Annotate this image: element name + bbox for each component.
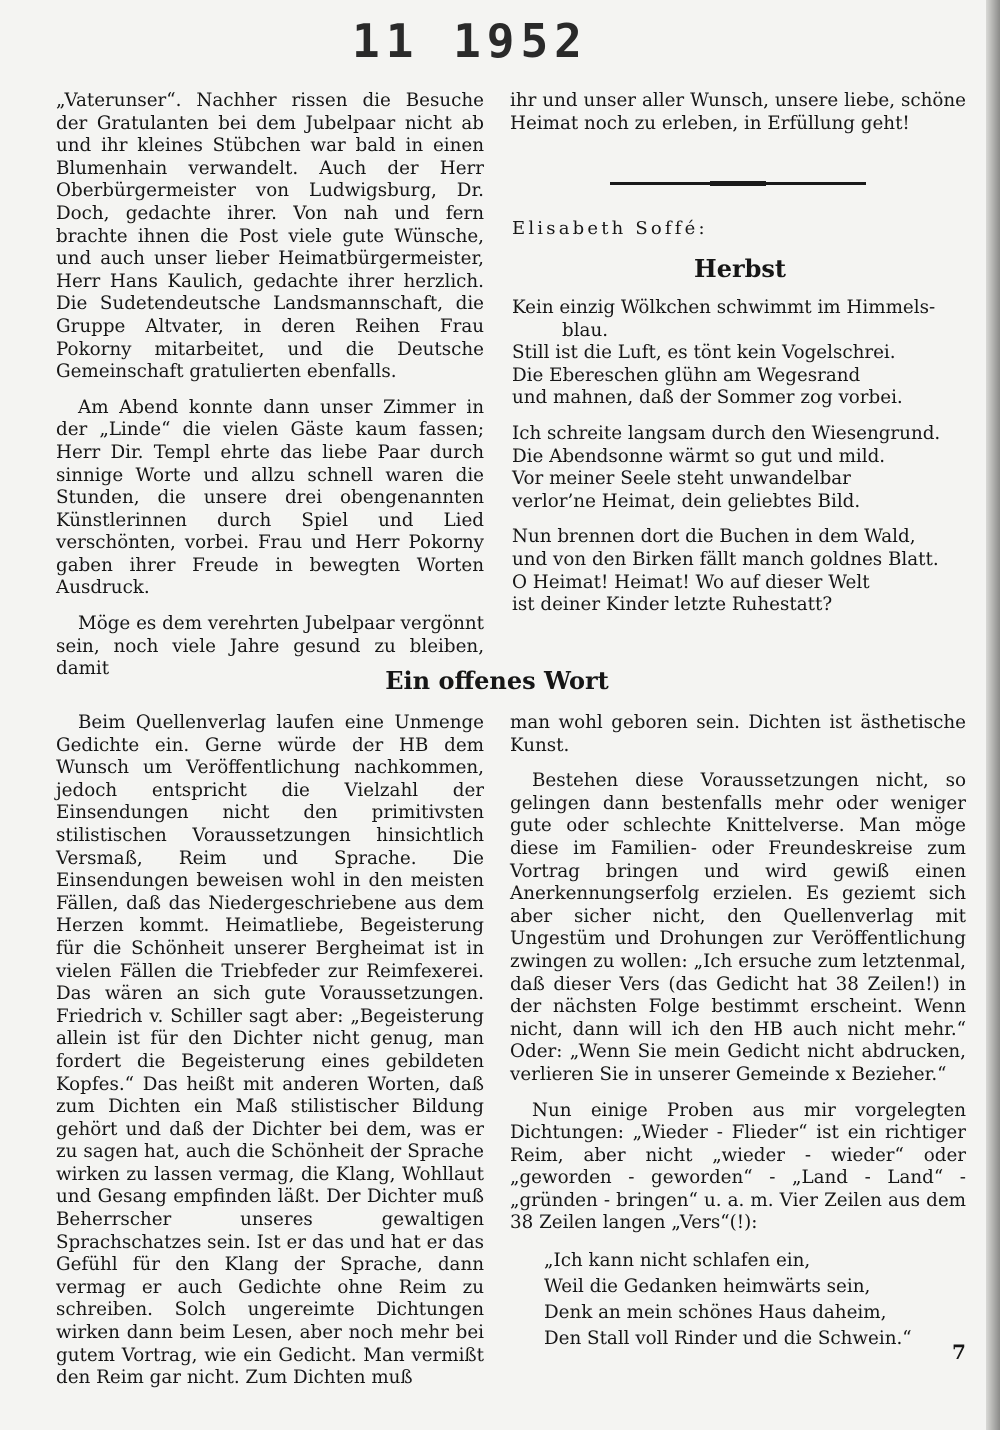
poem-line: und von den Birken fällt manch goldnes Blatt. <box>512 548 939 570</box>
poem-line: O Heimat! Heimat! Wo auf dieser Welt <box>512 571 870 593</box>
section-divider <box>610 182 866 185</box>
quote-line: Denk an mein schönes Haus daheim, <box>544 1302 887 1324</box>
poem-line: Nun brennen dort die Buchen in dem Wald, <box>512 526 916 548</box>
poem-line: Die Ebereschen glühn am Wegesrand <box>512 364 861 386</box>
paragraph: Nun einige Proben aus mir vorgelegten Dichtungen: „Wieder - Flieder“ ist ein richtiger Reim, aber nicht „wieder - wieder“ oder „geworden - geworden“ - „Land - Land“ - „gründen - bringen“ u. a. m. Vier Zeilen aus dem 38 Zeilen langen „Vers“(!): <box>510 1099 966 1234</box>
quote-line: Weil die Gedanken heimwärts sein, <box>544 1276 871 1298</box>
poem-line: blau. <box>562 319 609 341</box>
paragraph: „Vaterunser“. Nachher rissen die Besuche der Gratulanten bei dem Jubelpaar nicht ab und ihr kleines Stübchen war bald in einen Blumenhain verwandelt. Auch der Herr Oberbürgermeister von Ludwigsburg, Dr. Doch, gedachte ihrer. Von nah und fern brachte ihnen die Post viele gute Wünsche, und auch unser lieber Heimatbürgermeister, Herr Hans Kaulich, gedachte ihrer herzlich. Die Sudetendeutsche Landsmannschaft, die Gruppe Altvater, in deren Reihen Frau Pokorny mitarbeitet, und die Deutsche Gemeinschaft gratulierten ebenfalls. <box>56 90 484 383</box>
paragraph: Bestehen diese Voraussetzungen nicht, so gelingen dann bestenfalls mehr oder weniger gute oder schlechte Knittelverse. Man möge diese im Familien- oder Freundeskreise zum Vortrag bringen und wird gewiß einen Anerkennungserfolg erzielen. Es geziemt sich aber sicher nicht, den Quellenverlag mit Ungestüm und Drohungen zur Veröffentlichung zwingen zu wollen: „Ich ersuche zum letztenmal, daß dieser Vers (das Gedicht hat 38 Zeilen!) in der nächsten Folge bestimmt erscheint. Wenn nicht, dann will ich den HB auch nicht mehr.“ Oder: „Wenn Sie mein Gedicht nicht abdrucken, verlieren Sie in unserer Gemeinde x Bezieher.“ <box>510 770 966 1085</box>
paragraph: ihr und unser aller Wunsch, unsere liebe, schöne Heimat noch zu erleben, in Erfüllung geht! <box>510 90 966 134</box>
poem-stanza <box>512 423 968 513</box>
poem-line: Still ist die Luft, es tönt kein Vogelschrei. <box>512 342 896 364</box>
poem-title: Herbst <box>694 254 786 283</box>
paragraph: Beim Quellenverlag laufen eine Unmenge Gedichte ein. Gerne würde der HB dem Wunsch um Veröffentlichung nachkommen, jedoch entspricht die Vielzahl der Einsendungen nicht den primitivsten stilistischen Voraussetzungen hinsichtlich Versmaß, Reim und Sprache. Die Einsendungen beweisen wohl in den meisten Fällen, daß das Niedergeschriebene aus dem Herzen kommt. Heimatliebe, Begeisterung für die Schönheit unserer Bergheimat ist in vielen Fällen die Triebfeder zur Reimfexerei. Das wären an sich gute Voraussetzungen. Friedrich v. Schiller sagt aber: „Begeisterung allein ist für den Dichter nicht genug, man fordert die Begeisterung eines gebildeten Kopfes.“ Das heißt mit anderen Worten, daß zum Dichten ein Maß stilistischer Bildung gehört und daß der Dichter bei dem, was er zu sagen hat, auch die Schönheit der Sprache wirken zu lassen vermag, die Klang, Wohllaut und Gesang empfinden läßt. Der Dichter muß Beherrscher unseres gewaltigen Sprachschatzes sein. Ist er das und hat er das Gefühl für den Klang der Sprache, dann vermag er auch Gedichte ohne Reim zu schreiben. Solch ungereimte Dichtungen wirken dann beim Lesen, aber noch mehr bei gutem Vortrag, wie ein Gedicht. Man vermißt den Reim gar nicht. Zum Dichten muß <box>56 712 484 1389</box>
quoted-verse <box>544 1248 966 1352</box>
poem-author: Elisabeth Soffé: <box>512 218 708 239</box>
column-top-left <box>56 90 484 694</box>
article-column-right <box>510 712 966 1352</box>
poem-line: Ich schreite langsam durch den Wiesengrund. <box>512 422 941 444</box>
poem-stanza <box>512 297 968 410</box>
page-number: 7 <box>952 1340 966 1364</box>
date-stamp: 11 1952 <box>352 14 588 68</box>
poem-body <box>512 297 968 630</box>
poem-line: Die Abendsonne wärmt so gut und mild. <box>512 445 886 467</box>
poem-line: Kein einzig Wölkchen schwimmt im Himmels- <box>512 297 936 318</box>
poem-line: Vor meiner Seele steht unwandelbar <box>512 468 851 490</box>
poem-line: und mahnen, daß der Sommer zog vorbei. <box>512 387 903 409</box>
poem-line: verlor’ne Heimat, dein geliebtes Bild. <box>512 490 861 512</box>
paragraph: Am Abend konnte dann unser Zimmer in der „Linde“ die vielen Gäste kaum fassen; Herr Dir. Templ ehrte das liebe Paar durch sinnige Worte und allzu schnell waren die Stunden, die unsere drei obengenannten Künstlerinnen durch Spiel und Lied verschönten, vorbei. Frau und Herr Pokorny gaben ihrer Freude in bewegten Worten Ausdruck. <box>56 396 484 599</box>
column-top-right <box>510 90 966 148</box>
page-edge-shadow <box>986 0 1000 1430</box>
paragraph: Möge es dem verehrten Jubelpaar vergönnt sein, noch viele Jahre gesund zu bleiben, damit <box>56 613 484 680</box>
article-column-left <box>56 712 484 1403</box>
poem-line: ist deiner Kinder letzte Ruhestatt? <box>512 594 833 616</box>
poem-stanza <box>512 526 968 616</box>
quote-line: „Ich kann nicht schlafen ein, <box>544 1250 811 1272</box>
article-title: Ein offenes Wort <box>385 666 609 695</box>
paragraph: man wohl geboren sein. Dichten ist ästhetische Kunst. <box>510 712 966 756</box>
quote-line: Den Stall voll Rinder und die Schwein.“ <box>544 1328 912 1350</box>
